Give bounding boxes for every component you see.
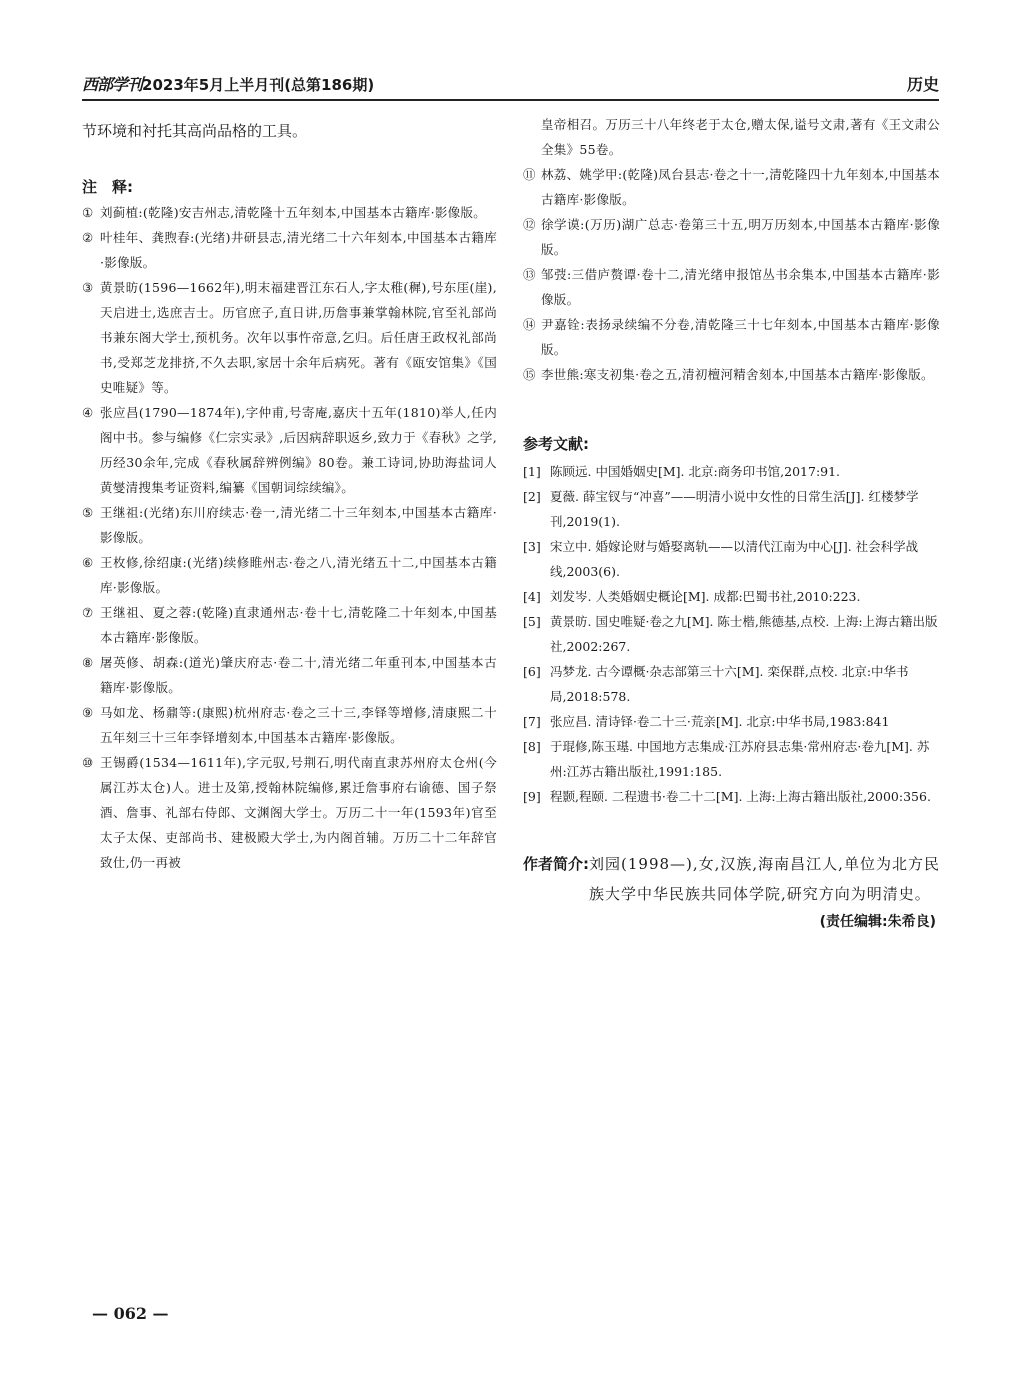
note-item-text: 林荔、姚学甲:(乾隆)凤台县志·卷之十一,清乾隆四十九年刻本,中国基本古籍库·影像版。 xyxy=(541,167,940,207)
note-item xyxy=(82,225,497,275)
reference-item-text: 宋立中. 婚嫁论财与婚娶离轨——以清代江南为中心[J]. 社会科学战线,2003(6). xyxy=(550,539,919,579)
note-item xyxy=(523,362,940,387)
right-column xyxy=(523,112,940,931)
reference-item-text: 陈顾远. 中国婚姻史[M]. 北京:商务印书馆,2017:91. xyxy=(550,464,841,479)
reference-item xyxy=(523,609,940,659)
author-bio-text: 刘园(1998—),女,汉族,海南昌江人,单位为北方民族大学中华民族共同体学院,研究方向为明清史。 xyxy=(589,855,940,903)
note-item-text: 王锡爵(1534—1611年),字元驭,号荆石,明代南直隶苏州府太仓州(今属江苏太仓)人。进士及第,授翰林院编修,累迁詹事府右谕德、国子祭酒、詹事、礼部右侍郎、文渊阁大学士。万历二十一年(1593年)官至太子太保、吏部尚书、建极殿大学士,为内阁首辅。万历二十二年辞官致仕,仍一再被 xyxy=(100,755,497,870)
reference-item-text: 刘发岑. 人类婚姻史概论[M]. 成都:巴蜀书社,2010:223. xyxy=(550,589,861,604)
reference-item xyxy=(523,459,940,484)
notes-list-right xyxy=(523,112,940,387)
section-name: 历史 xyxy=(906,75,939,94)
note-item-number: ⑧ xyxy=(82,655,94,670)
reference-item-text: 程颢,程颐. 二程遗书·卷二十二[M]. 上海:上海古籍出版社,2000:356. xyxy=(550,789,931,804)
note-item-text: 王继祖、夏之蓉:(乾隆)直隶通州志·卷十七,清乾隆二十年刻本,中国基本古籍库·影像版。 xyxy=(100,605,497,645)
note-item xyxy=(82,200,497,225)
notes-list-left xyxy=(82,200,497,875)
reference-item-text: 黄景昉. 国史唯疑·卷之九[M]. 陈士楷,熊德基,点校. 上海:上海古籍出版社,2002:267. xyxy=(550,614,938,654)
note-item-number: ⑨ xyxy=(82,705,94,720)
reference-item-number: [8] xyxy=(523,739,541,754)
note-item xyxy=(82,750,497,875)
note-item-number: ⑬ xyxy=(523,267,536,282)
reference-item xyxy=(523,784,940,809)
reference-item xyxy=(523,584,940,609)
reference-item xyxy=(523,659,940,709)
note-item-number: ④ xyxy=(82,405,94,420)
note-item-text: 李世熊:寒支初集·卷之五,清初檀河精舍刻本,中国基本古籍库·影像版。 xyxy=(541,367,934,382)
note-item-text: 徐学谟:(万历)湖广总志·卷第三十五,明万历刻本,中国基本古籍库·影像版。 xyxy=(541,217,940,257)
note-item-number: ⑦ xyxy=(82,605,94,620)
note-item xyxy=(523,212,940,262)
reference-item-number: [3] xyxy=(523,539,541,554)
reference-item-text: 夏薇. 薛宝钗与“冲喜”——明清小说中女性的日常生活[J]. 红楼梦学刊,2019(1). xyxy=(550,489,919,529)
page-header xyxy=(82,72,939,98)
reference-item-number: [4] xyxy=(523,589,541,604)
note-item xyxy=(82,700,497,750)
reference-item-text: 张应昌. 清诗铎·卷二十三·荒亲[M]. 北京:中华书局,1983:841 xyxy=(550,714,890,729)
note-item xyxy=(82,275,497,400)
responsible-editor: (责任编辑:朱希良) xyxy=(819,914,936,930)
note-item xyxy=(523,262,940,312)
reference-item-text: 冯梦龙. 古今谭概·杂志部第三十六[M]. 栾保群,点校. 北京:中华书局,2018:578. xyxy=(550,664,909,704)
page-number: — 062 — xyxy=(92,1304,169,1323)
note-item-number: ⑥ xyxy=(82,555,94,570)
reference-item-number: [6] xyxy=(523,664,541,679)
note-item-text: 王继祖:(光绪)东川府续志·卷一,清光绪二十三年刻本,中国基本古籍库·影像版。 xyxy=(100,505,497,545)
note-item-text: 尹嘉铨:表扬录续编不分卷,清乾隆三十七年刻本,中国基本古籍库·影像版。 xyxy=(541,317,940,357)
reference-item-text: 于琨修,陈玉璂. 中国地方志集成·江苏府县志集·常州府志·卷九[M]. 苏州:江苏古籍出版社,1991:185. xyxy=(550,739,930,779)
note-item-number: ⑭ xyxy=(523,317,536,332)
note-item-continued xyxy=(523,112,940,162)
left-column xyxy=(82,112,497,875)
reference-item-number: [9] xyxy=(523,789,541,804)
note-item xyxy=(82,600,497,650)
reference-item-number: [5] xyxy=(523,614,541,629)
note-item-text: 马如龙、杨鼐等:(康熙)杭州府志·卷之三十三,李铎等增修,清康熙二十五年刻三十三年李铎增刻本,中国基本古籍库·影像版。 xyxy=(100,705,497,745)
references-heading: 参考文献: xyxy=(523,435,589,453)
note-item-number: ② xyxy=(82,230,94,245)
issue-info: 2023年5月上半月刊(总第186期) xyxy=(142,76,375,94)
note-item-number: ⑮ xyxy=(523,367,536,382)
note-item-number: ⑩ xyxy=(82,755,94,770)
notes-heading: 注 释: xyxy=(82,178,133,196)
note-item-text: 叶桂年、龚煦春:(光绪)井研县志,清光绪二十六年刻本,中国基本古籍库·影像版。 xyxy=(100,230,497,270)
note-item xyxy=(82,550,497,600)
reference-item xyxy=(523,734,940,784)
author-bio xyxy=(523,849,940,909)
note-item-number: ⑤ xyxy=(82,505,94,520)
reference-item xyxy=(523,709,940,734)
note-item-continued-number xyxy=(523,112,541,162)
note-item xyxy=(523,162,940,212)
body-paragraph-tail: 节环境和衬托其高尚品格的工具。 xyxy=(82,122,308,140)
reference-item-number: [2] xyxy=(523,489,541,504)
note-item-number: ⑫ xyxy=(523,217,536,232)
note-item-number: ③ xyxy=(82,280,94,295)
note-item-text: 黄景昉(1596—1662年),明末福建晋江东石人,字太稚(穉),号东厓(崖),天启进士,选庶吉士。历官庶子,直日讲,历詹事兼掌翰林院,官至礼部尚书兼东阁大学士,预机务。次年以事忤帝意,乞归。后任唐王政权礼部尚书,受郑芝龙排挤,不久去职,家居十余年后病死。著有《瓯安馆集》《国史唯疑》等。 xyxy=(100,280,497,395)
note-item-text: 邹弢:三借庐赘谭·卷十二,清光绪申报馆丛书余集本,中国基本古籍库·影像版。 xyxy=(541,267,940,307)
header-rule xyxy=(82,99,939,101)
note-item-text: 刘蓟植:(乾隆)安吉州志,清乾隆十五年刻本,中国基本古籍库·影像版。 xyxy=(100,205,487,220)
note-item-text: 屠英修、胡森:(道光)肇庆府志·卷二十,清光绪二年重刊本,中国基本古籍库·影像版。 xyxy=(100,655,497,695)
note-item-number: ⑪ xyxy=(523,167,536,182)
author-bio-label: 作者简介: xyxy=(523,855,589,873)
journal-issue-line xyxy=(82,72,374,95)
reference-item-number: [7] xyxy=(523,714,541,729)
note-item-text: 张应昌(1790—1874年),字仲甫,号寄庵,嘉庆十五年(1810)举人,任内阁中书。参与编修《仁宗实录》,后因病辞职返乡,致力于《春秋》之学,历经30余年,完成《春秋属辞辨例编》80卷。兼工诗词,协助海盐词人黄燮清搜集考证资料,编纂《国朝词综续编》。 xyxy=(100,405,497,495)
reference-item xyxy=(523,484,940,534)
note-item xyxy=(82,500,497,550)
note-item xyxy=(82,400,497,500)
references-list xyxy=(523,459,940,809)
note-item-number: ① xyxy=(82,205,94,220)
reference-item-number: [1] xyxy=(523,464,541,479)
note-item xyxy=(523,312,940,362)
note-item-text: 王枚修,徐绍康:(光绪)续修睢州志·卷之八,清光绪五十二,中国基本古籍库·影像版。 xyxy=(100,555,497,595)
note-item-continued-text: 皇帝相召。万历三十八年终老于太仓,赠太保,谥号文肃,著有《王文肃公全集》55卷。 xyxy=(541,117,940,157)
note-item xyxy=(82,650,497,700)
reference-item xyxy=(523,534,940,584)
journal-logo: 西部学刊 xyxy=(82,75,143,94)
